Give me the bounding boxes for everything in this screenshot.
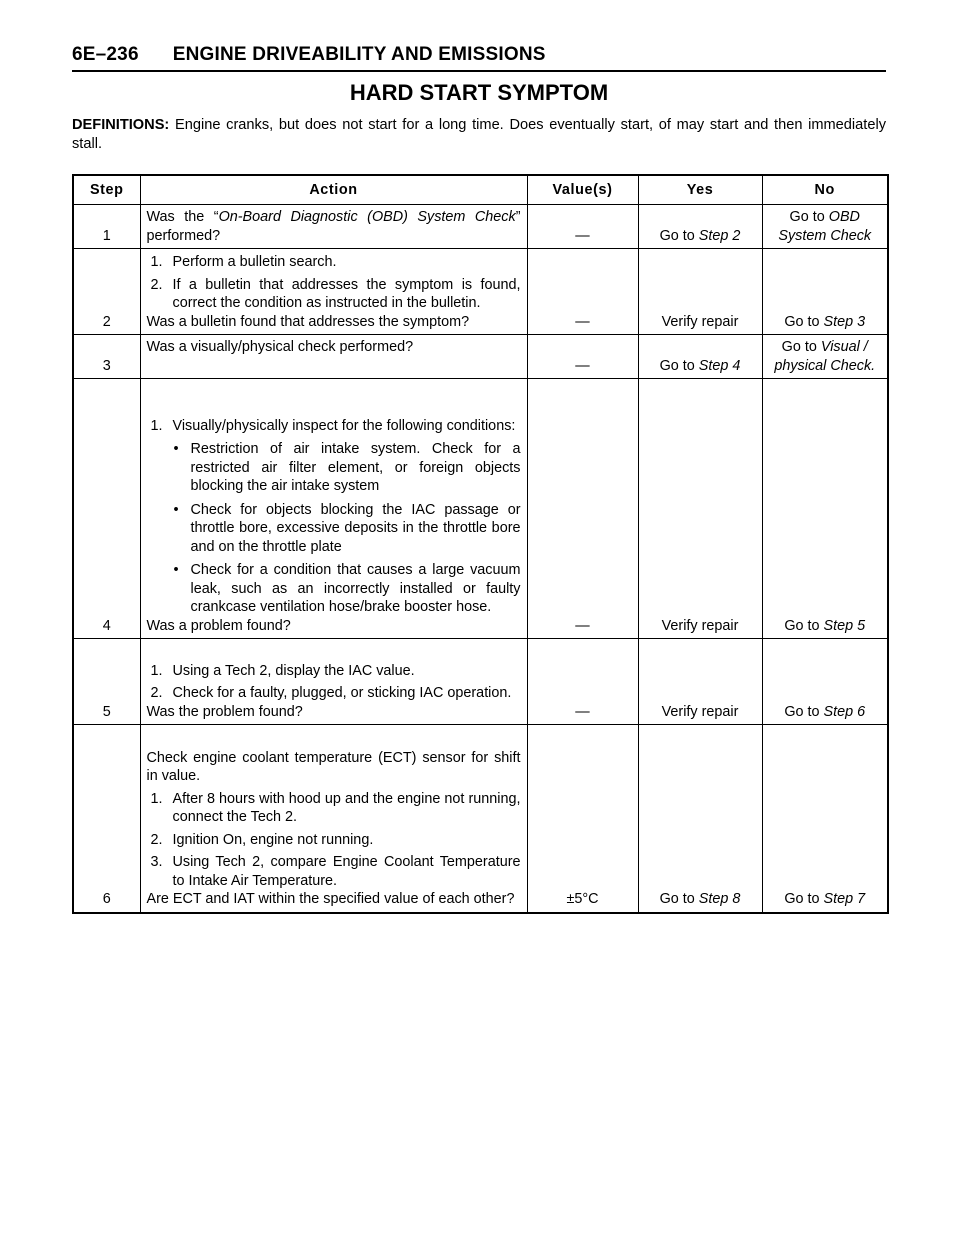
yes-result bbox=[638, 725, 762, 913]
step-value: — bbox=[527, 249, 638, 335]
step-value: ±5°C bbox=[527, 725, 638, 913]
no-result bbox=[762, 639, 888, 725]
table-row bbox=[73, 249, 888, 335]
no-link[interactable]: Step 5 bbox=[823, 617, 866, 634]
substep bbox=[147, 417, 521, 436]
step-number: 1 bbox=[73, 205, 140, 249]
no-prefix: Go to bbox=[789, 209, 829, 225]
yes-link[interactable]: Step 4 bbox=[698, 357, 741, 374]
yes-link[interactable]: Step 2 bbox=[698, 227, 741, 244]
bullet-item bbox=[147, 561, 521, 617]
substep-text: Visually/physically inspect for the following conditions: bbox=[172, 417, 516, 434]
diagnostic-table bbox=[72, 174, 889, 914]
header-values: Value(s) bbox=[527, 175, 638, 205]
no-link[interactable]: Step 6 bbox=[823, 703, 866, 720]
no-result bbox=[762, 725, 888, 913]
definitions bbox=[72, 116, 886, 154]
step-action bbox=[140, 725, 527, 913]
bullet-icon: • bbox=[173, 501, 179, 518]
step-action bbox=[140, 249, 527, 335]
bullet-list bbox=[147, 440, 521, 617]
substep-text: Check for a faulty, plugged, or sticking IAC operation. bbox=[172, 685, 512, 701]
substep bbox=[147, 253, 521, 272]
substep bbox=[147, 831, 521, 850]
no-result bbox=[762, 205, 888, 249]
table-row bbox=[73, 335, 888, 379]
no-link[interactable]: Step 3 bbox=[823, 313, 866, 330]
no-link[interactable]: Visual / physical Check. bbox=[774, 339, 876, 374]
bullet-item bbox=[147, 501, 521, 557]
substep-number: 1. bbox=[150, 790, 163, 807]
substep-text: After 8 hours with hood up and the engine not running, connect the Tech 2. bbox=[172, 790, 521, 825]
no-result bbox=[762, 249, 888, 335]
bullet-item bbox=[147, 440, 521, 496]
substep-text: Using Tech 2, compare Engine Coolant Temperature to Intake Air Temperature. bbox=[172, 854, 521, 889]
table-row bbox=[73, 725, 888, 913]
obd-check-reference: On-Board Diagnostic (OBD) System Check bbox=[218, 209, 516, 225]
bullet-text: Restriction of air intake system. Check for a restricted air filter element, or foreign objects blocking the air intake system bbox=[190, 441, 521, 494]
no-prefix: Go to bbox=[781, 339, 821, 355]
header-no: No bbox=[762, 175, 888, 205]
substep bbox=[147, 790, 521, 827]
step-question: Was a visually/physical check performed? bbox=[146, 339, 414, 355]
substep-text: If a bulletin that addresses the symptom is found, correct the condition as instructed in the bulletin. bbox=[172, 276, 521, 311]
substep-text: Perform a bulletin search. bbox=[172, 254, 337, 270]
step-value: — bbox=[527, 335, 638, 379]
substep bbox=[147, 276, 521, 313]
substep-list bbox=[147, 662, 521, 703]
yes-link[interactable]: Step 8 bbox=[698, 891, 741, 907]
page-title: HARD START SYMPTOM bbox=[349, 80, 609, 105]
substep bbox=[147, 684, 521, 703]
bullet-text: Check for objects blocking the IAC passage or throttle bore, excessive deposits in the throttle bore and on the throttle plate bbox=[190, 501, 521, 555]
yes-result: Verify repair bbox=[638, 379, 762, 639]
step-action bbox=[140, 379, 527, 639]
no-prefix: Go to bbox=[784, 617, 824, 634]
section-title: ENGINE DRIVEABILITY AND EMISSIONS bbox=[172, 44, 546, 65]
page-header bbox=[72, 44, 886, 72]
no-prefix: Go to bbox=[784, 891, 824, 907]
no-prefix: Go to bbox=[784, 313, 824, 330]
yes-result: Verify repair bbox=[638, 639, 762, 725]
step-number: 5 bbox=[73, 639, 140, 725]
header-step: Step bbox=[73, 175, 140, 205]
substep-number: 1. bbox=[150, 417, 163, 434]
step-value: — bbox=[527, 639, 638, 725]
bullet-icon: • bbox=[173, 562, 179, 578]
yes-result bbox=[638, 335, 762, 379]
definitions-label: DEFINITIONS: bbox=[72, 117, 170, 133]
no-prefix: Go to bbox=[784, 703, 824, 720]
no-result bbox=[762, 379, 888, 639]
step-action bbox=[140, 335, 527, 379]
substep-text: Ignition On, engine not running. bbox=[172, 831, 374, 848]
step-question: Are ECT and IAT within the specified value of each other? bbox=[146, 891, 515, 907]
yes-result: Verify repair bbox=[638, 249, 762, 335]
step-number: 3 bbox=[73, 335, 140, 379]
substep-number: 1. bbox=[150, 254, 163, 270]
substep-number: 1. bbox=[150, 662, 163, 679]
step-question: Was the problem found? bbox=[146, 703, 303, 720]
no-link[interactable]: OBD System Check bbox=[778, 209, 872, 244]
no-result bbox=[762, 335, 888, 379]
header-yes: Yes bbox=[638, 175, 762, 205]
step-intro: Check engine coolant temperature (ECT) sensor for shift in value. bbox=[146, 749, 521, 784]
step-question: Was a bulletin found that addresses the symptom? bbox=[146, 313, 470, 330]
table-row bbox=[73, 379, 888, 639]
table-header-row bbox=[73, 175, 888, 205]
action-text: ” performed? bbox=[146, 209, 521, 244]
substep-list bbox=[147, 253, 521, 313]
bullet-text: Check for a condition that causes a large vacuum leak, such as an incorrectly installed or faulty crankcase ventilation hose/brake booster hose. bbox=[190, 562, 521, 615]
yes-result bbox=[638, 205, 762, 249]
substep-number: 2. bbox=[150, 831, 163, 848]
step-number: 4 bbox=[73, 379, 140, 639]
action-text: Was the “ bbox=[146, 209, 219, 225]
header-action: Action bbox=[140, 175, 527, 205]
definitions-text: Engine cranks, but does not start for a long time. Does eventually start, of may start and then immediately stall. bbox=[72, 117, 886, 152]
step-number: 6 bbox=[73, 725, 140, 913]
substep-text: Using a Tech 2, display the IAC value. bbox=[172, 662, 415, 679]
step-action bbox=[140, 639, 527, 725]
substep-list bbox=[147, 790, 521, 891]
substep-number: 3. bbox=[150, 854, 163, 870]
table-row bbox=[73, 639, 888, 725]
substep bbox=[147, 853, 521, 890]
step-value: — bbox=[527, 379, 638, 639]
page-number: 6E–236 bbox=[72, 44, 139, 65]
step-action bbox=[140, 205, 527, 249]
table-row bbox=[73, 205, 888, 249]
yes-prefix: Go to bbox=[659, 227, 699, 244]
step-number: 2 bbox=[73, 249, 140, 335]
step-question: Was a problem found? bbox=[146, 617, 291, 634]
bullet-icon: • bbox=[173, 441, 179, 457]
no-link[interactable]: Step 7 bbox=[823, 891, 866, 907]
substep-list bbox=[147, 417, 521, 436]
substep-number: 2. bbox=[150, 276, 163, 293]
substep bbox=[147, 662, 521, 681]
step-value: — bbox=[527, 205, 638, 249]
substep-number: 2. bbox=[150, 685, 163, 701]
yes-prefix: Go to bbox=[659, 891, 699, 907]
yes-prefix: Go to bbox=[659, 357, 699, 374]
